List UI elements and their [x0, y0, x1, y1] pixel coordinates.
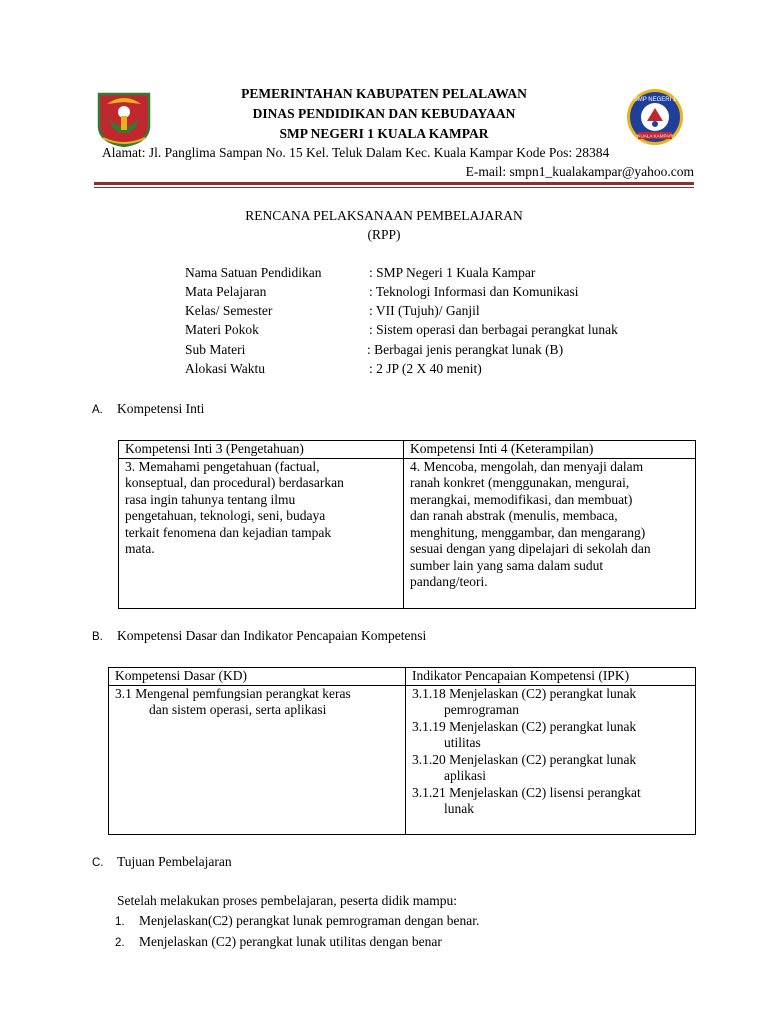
cell-text-line: dan ranah abstrak (menulis, membaca,: [410, 508, 618, 523]
ipk-item-continuation: pemrograman: [444, 702, 519, 717]
kop-school-name: SMP NEGERI 1 KUALA KAMPAR: [279, 126, 489, 141]
ipk-item-continuation: lunak: [444, 801, 474, 816]
ipk-item-continuation: aplikasi: [444, 768, 486, 783]
identity-value: : SMP Negeri 1 Kuala Kampar: [369, 265, 536, 280]
section-c-title: Tujuan Pembelajaran: [117, 854, 232, 869]
kd-text-line: dan sistem operasi, serta aplikasi: [149, 702, 327, 717]
ipk-item: 3.1.21 Menjelaskan (C2) lisensi perangkat: [412, 784, 641, 800]
cell-text-line: menghitung, menggambar, dan mengarang): [410, 524, 646, 540]
identity-label: Kelas/ Semester: [185, 303, 273, 318]
cell-text-line: 4. Mencoba, mengolah, dan menyaji dalam: [410, 458, 644, 474]
ipk-item: 3.1.18 Menjelaskan (C2) perangkat lunak: [412, 685, 637, 701]
cell-text-line: merangkai, memodifikasi, dan membuat): [410, 491, 633, 507]
cell-text-line: pengetahuan, teknologi, seni, budaya: [125, 508, 326, 523]
document-subtitle: (RPP): [367, 227, 401, 242]
identity-label: Materi Pokok: [185, 322, 259, 337]
identity-value: : Berbagai jenis perangkat lunak (B): [367, 342, 564, 357]
table-header-row: [119, 441, 696, 459]
cell-text-line: ranah konkret (menggunakan, mengurai,: [410, 475, 630, 490]
list-item: Menjelaskan(C2) perangkat lunak pemrograman dengan benar.: [139, 913, 480, 928]
kop-department-line: DINAS PENDIDIKAN DAN KEBUDAYAAN: [252, 106, 516, 121]
table-header-row: [109, 668, 696, 686]
section-c-label: C.: [92, 857, 104, 869]
school-emblem-logo: [626, 88, 684, 146]
cell-text-line: sumber lain yang sama dalam sudut: [410, 557, 604, 573]
tujuan-intro: Setelah melakukan proses pembelajaran, peserta didik mampu:: [117, 893, 458, 908]
school-logo-top-text: SMP NEGERI 1: [633, 97, 677, 103]
section-b-label: B.: [92, 631, 103, 643]
table-row: [119, 458, 696, 608]
list-item-number: 2.: [115, 937, 125, 949]
header-rule-thin: [94, 187, 694, 188]
identity-label: Sub Materi: [185, 342, 246, 357]
ipk-item: 3.1.19 Menjelaskan (C2) perangkat lunak: [412, 718, 637, 734]
cell-text-line: terkait fenomena dan kejadian tampak: [125, 524, 332, 540]
kd-text-line: 3.1 Mengenal pemfungsian perangkat keras: [115, 685, 351, 701]
identity-value: : Sistem operasi dan berbagai perangkat lunak: [369, 322, 618, 337]
school-email: E-mail: smpn1_kualakampar@yahoo.com: [465, 164, 694, 179]
kd-ipk-table: [108, 667, 696, 835]
cell-text-line: 3. Memahami pengetahuan (factual,: [125, 458, 320, 474]
section-a-label: A.: [92, 404, 103, 416]
school-address: Alamat: Jl. Panglima Sampan No. 15 Kel. Teluk Dalam Kec. Kuala Kampar Kode Pos: 28384: [102, 145, 610, 160]
school-logo-bottom-text: KUALA KAMPAR: [637, 133, 673, 139]
table-header-cell: Kompetensi Dasar (KD): [109, 668, 406, 686]
ipk-item-continuation: utilitas: [444, 735, 481, 750]
section-b-title: Kompetensi Dasar dan Indikator Pencapaian Kompetensi: [117, 628, 427, 643]
section-a-title: Kompetensi Inti: [117, 401, 205, 416]
identity-label: Mata Pelajaran: [185, 284, 267, 299]
ki3-cell: [119, 458, 404, 608]
ipk-item: 3.1.20 Menjelaskan (C2) perangkat lunak: [412, 751, 637, 767]
table-header-cell: Kompetensi Inti 4 (Keterampilan): [404, 441, 696, 459]
identity-value: : VII (Tujuh)/ Ganjil: [369, 303, 480, 318]
cell-text-line: sesuai dengan yang dipelajari di sekolah dan: [410, 541, 651, 556]
table-row: [109, 685, 696, 834]
document-title: RENCANA PELAKSANAAN PEMBELAJARAN: [245, 208, 523, 223]
cell-text-line: rasa ingin tahunya tentang ilmu: [125, 491, 296, 507]
kop-government-line: PEMERINTAHAN KABUPATEN PELALAWAN: [241, 86, 527, 101]
table-header-cell: Kompetensi Inti 3 (Pengetahuan): [119, 441, 404, 459]
cell-text-line: mata.: [125, 541, 155, 556]
cell-text-line: konseptual, dan procedural) berdasarkan: [125, 475, 344, 490]
identity-value: : Teknologi Informasi dan Komunikasi: [369, 284, 579, 299]
table-header-cell: Indikator Pencapaian Kompetensi (IPK): [406, 668, 696, 686]
list-item-number: 1.: [115, 916, 125, 928]
identity-value: : 2 JP (2 X 40 menit): [369, 361, 482, 376]
identity-label: Alokasi Waktu: [185, 361, 266, 376]
kd-cell: [109, 685, 406, 834]
identity-label: Nama Satuan Pendidikan: [185, 265, 322, 280]
list-item: Menjelaskan (C2) perangkat lunak utilitas dengan benar: [139, 934, 442, 949]
cell-text-line: pandang/teori.: [410, 574, 488, 589]
ipk-cell: [406, 685, 696, 834]
kompetensi-inti-table: [118, 440, 696, 609]
header-rule-thick: [94, 182, 694, 185]
ki4-cell: [404, 458, 696, 608]
